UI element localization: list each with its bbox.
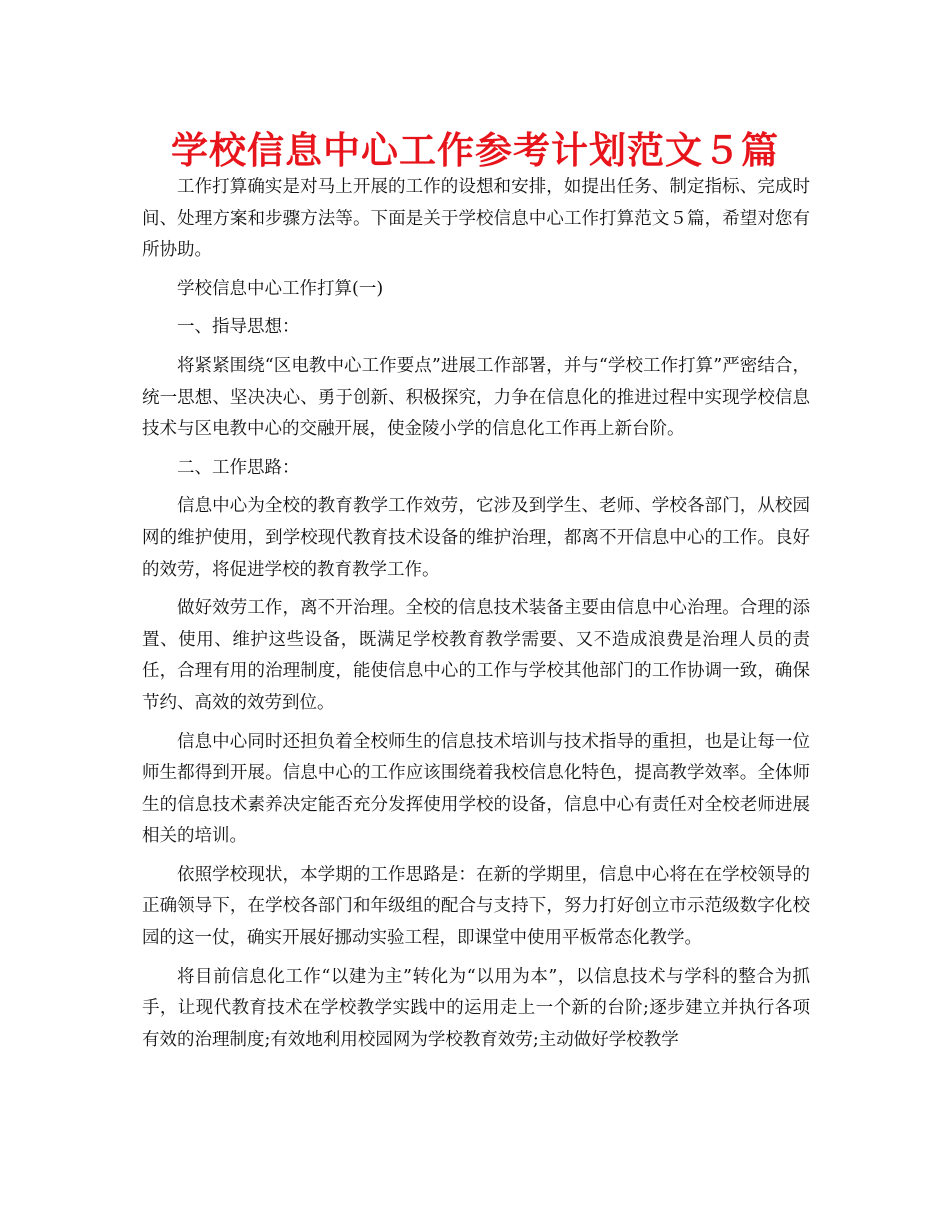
- paragraph-training: 信息中心同时还担负着全校师生的信息技术培训与技术指导的重担，也是让每一位师生都得到开展。信息中心的工作应该围绕着我校信息化特色，提高教学效率。全体师生的信息技术素养决定能否充分发挥使用学校的设备，信息中心有责任对全校老师进展相关的培训。: [142, 731, 810, 847]
- paragraph-integration: 将目前信息化工作“以建为主”转化为“以用为本”，以信息技术与学科的整合为抓手，让现代教育技术在学校教学实践中的运用走上一个新的台阶;逐步建立并执行各项有效的治理制度;有效地利用校园网为学校教育效劳;主动做好学校教学: [142, 966, 810, 1050]
- paragraph-service: 信息中心为全校的教育教学工作效劳，它涉及到学生、老师、学校各部门，从校园网的维护使用，到学校现代教育技术设备的维护治理，都离不开信息中心的工作。良好的效劳，将促进学校的教育教学工作。: [142, 496, 810, 580]
- intro-paragraph: 工作打算确实是对马上开展的工作的设想和安排，如提出任务、制定指标、完成时间、处理方案和步骤方法等。下面是关于学校信息中心工作打算范文５篇，希望对您有所协助。: [142, 177, 810, 261]
- paragraph-semester-plan: 依照学校现状，本学期的工作思路是：在新的学期里，信息中心将在在学校领导的正确领导下，在学校各部门和年级组的配合与支持下，努力打好创立市示范级数字化校园的这一仗，确实开展好挪动实验工程，即课堂中使用平板常态化教学。: [142, 864, 810, 949]
- section-heading-work-ideas: 二、工作思路：: [177, 457, 300, 478]
- document-title: 学校信息中心工作参考计划范文５篇: [171, 129, 779, 172]
- paragraph-guiding-thought: 将紧紧围绕“区电教中心工作要点”进展工作部署，并与“学校工作打算”严密结合，统一思想、坚决决心、勇于创新、积极探究，力争在信息化的推进过程中实现学校信息技术与区电教中心的交融开展，使金陵小学的信息化工作再上新台阶。: [142, 355, 810, 440]
- document-body: [142, 172, 810, 1063]
- section-heading-plan-one: 学校信息中心工作打算(一): [177, 278, 384, 299]
- section-heading-guiding-thought: 一、指导思想：: [177, 317, 300, 338]
- paragraph-management: 做好效劳工作，离不开治理。全校的信息技术装备主要由信息中心治理。合理的添置、使用、维护这些设备，既满足学校教育教学需要、又不造成浪费是治理人员的责任，合理有用的治理制度，能使信息中心的工作与学校其他部门的工作协调一致，确保节约、高效的效劳到位。: [142, 598, 810, 713]
